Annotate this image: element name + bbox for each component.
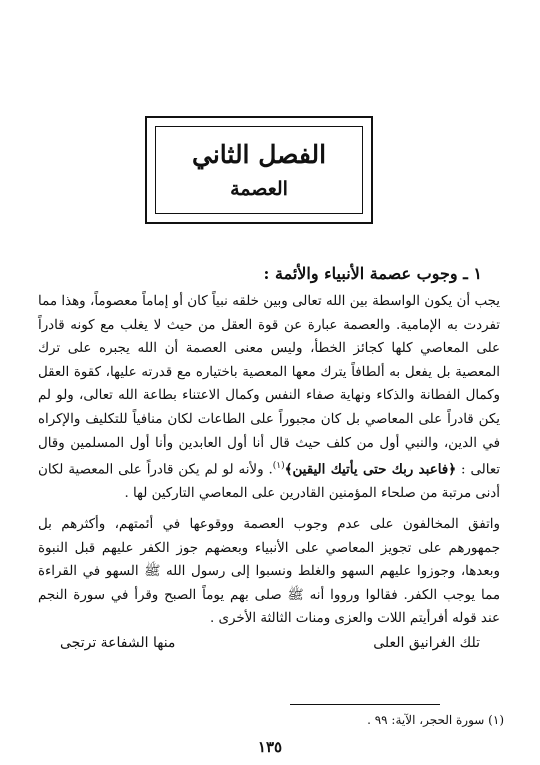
- paragraph-1: [38, 290, 500, 506]
- paragraph-2-text-c: صلى بهم يوماً الصبح وقرأ في سورة النجم عند قوله أفرأيتم اللات والعزى ومنات الثالثة الأخرى .: [38, 587, 500, 627]
- chapter-subtitle: العصمة: [230, 178, 288, 200]
- poetry-verse: [60, 631, 480, 655]
- salawat-glyph: ﷺ: [287, 587, 304, 603]
- chapter-title: الفصل الثاني: [191, 140, 327, 169]
- verse-hemistich-1: تلك الغرانيق العلى: [373, 635, 480, 651]
- paragraph-2-text-b: السهو في القراءة مما يوجب الكفر. فقالوا ورووا أنه: [38, 564, 500, 603]
- quran-verse-quote: ﴿فاعبد ربك حتى يأتيك اليقين﴾: [284, 461, 457, 478]
- verse-hemistich-2: منها الشفاعة ترتجى: [60, 635, 176, 651]
- footnote: (١) سورة الحجر، الآية: ٩٩ .: [367, 713, 504, 727]
- footnote-divider: [290, 704, 440, 705]
- paragraph-2: [38, 513, 500, 631]
- page-number: ١٣٥: [257, 738, 283, 756]
- footnote-reference: (١): [272, 461, 285, 472]
- paragraph-2-text-a: واتفق المخالفون على عدم وجوب العصمة ووقوعها في أئمتهم، وأكثرهم بل جمهورهم على تجويز المعاصي على الأنبياء وبعضهم جوز الكفر عليهم قبل النبوة وبعدها، وجوزوا عليهم السهو والغلط ونسبوا إلى رسول الله: [38, 517, 500, 580]
- salawat-glyph: ﷺ: [144, 564, 161, 580]
- paragraph-1-text-a: يجب أن يكون الواسطة بين الله تعالى وبين خلقه نبياً كان أو إماماً معصوماً، وهذا مما تفردت به الإمامية. والعصمة عبارة عن قوة العقل من حيث لا يغلب مع كونه قادراً على المعاصي كلها كجائز الخطأ، وليس معنى العصمة أن الله يجبره على ترك المعصية بل يفعل به ألطافاً يترك معها المعصية باختياره مع قدرته عليها، كقوة العقل وكمال الفطانة والذكاء ونهاية صفاء النفس وكمال الاعتناء بطاعة الله تعالى، ولو لم يكن قادراً على المعاصي بل كان مجبوراً على الطاعات لكان منافياً للتكليف والإكراه في الدين، والنبي أول من كلف حيث قال أنا أول العابدين وأنا أول المسلمين وقال تعالى :: [38, 294, 501, 478]
- chapter-title-inner: [155, 126, 363, 214]
- section-heading: ١ ـ وجوب عصمة الأنبياء والأئمة :: [263, 264, 482, 283]
- paragraph-1-text-b: . ولأنه لو لم يكن قادراً على المعصية لكان أدنى مرتبة من صلحاء المؤمنين القادرين على المعاصي التاركين لها .: [38, 462, 500, 502]
- chapter-title-frame: [145, 116, 373, 224]
